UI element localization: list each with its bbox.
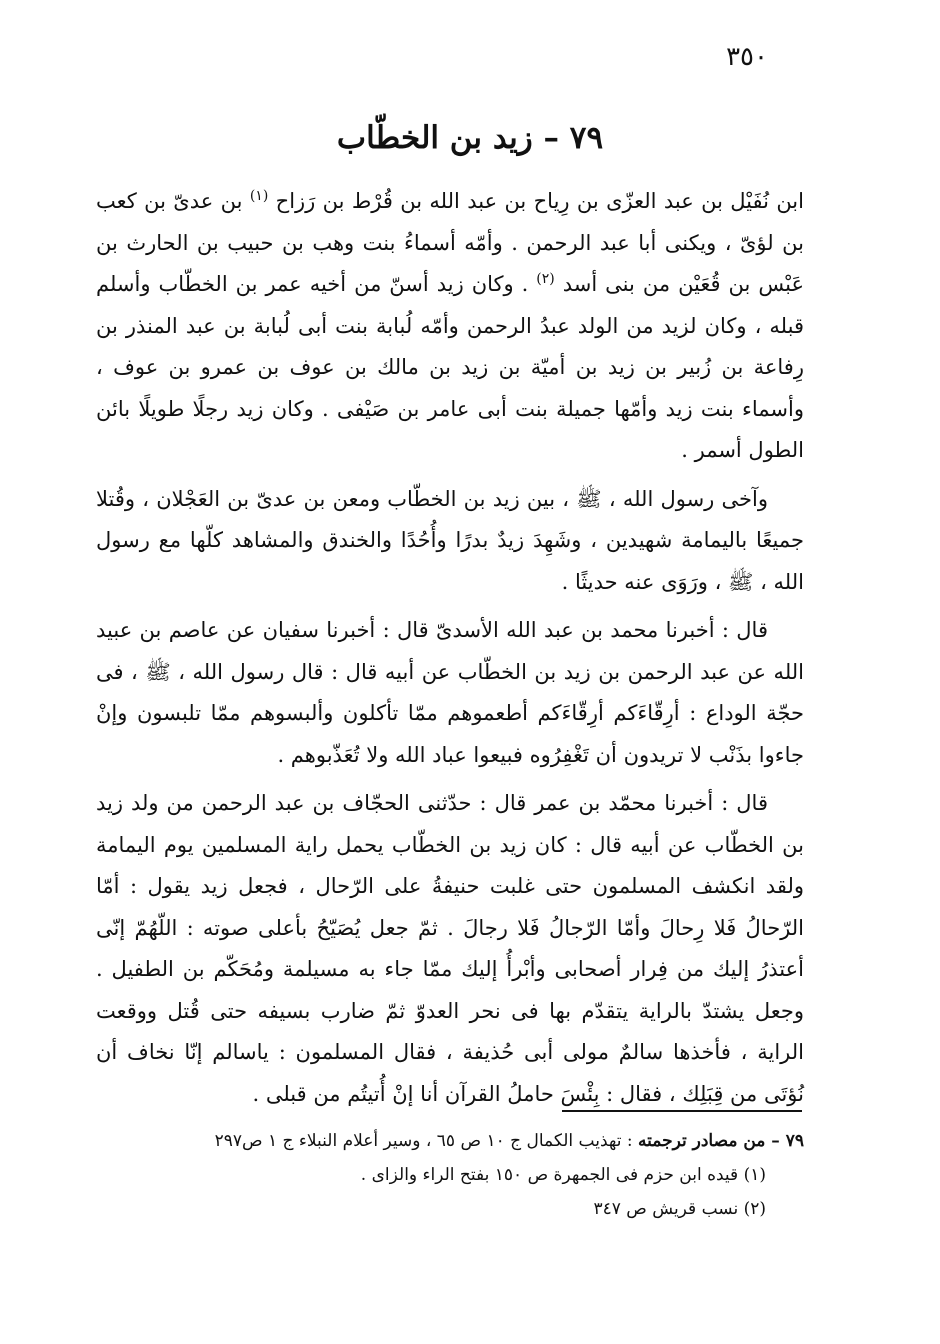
paragraph-text: ابن نُفَيْل بن عبد العزّى بن رِياح بن عبد الله بن قُرْط بن رَزاح — [268, 189, 804, 213]
paragraph-text: . وكان زيد أسنّ من أخيه عمر بن الخطّاب وأسلم قبله ، وكان لزيد من الولد عبدُ الرحمن وأمّه لُبابة بنت أبى لُبابة بن عبد المنذر بن رِفاعة بن زُبير بن زيد بن أميّة بن زيد بن مالك بن عوف بن عمرو بن عوف ، وأسماء بنت زيد وأمّها جميلة بنت أبى عامر بن صَيْفى . وكان زيد رجلًا طويلًا بائن الطول أسمر . — [96, 272, 804, 462]
footnote-sources-label: ٧٩ – من مصادر ترجمته — [638, 1131, 804, 1151]
chapter-heading: ٧٩ – زيد بن الخطّاب — [336, 120, 604, 156]
footnote-1: (١) قيده ابن حزم فى الجمهرة ص ١٥٠ بفتح الراء والزاى . — [360, 1165, 766, 1185]
paragraph-text: بن عدىّ بن كعب بن لؤىّ ، ويكنى أبا عبد الرحمن . وأمّه أسماءُ بنت وهب بن حبيب بن الحارث بن عَبْس بن قُعَيْن من بنى أسد — [96, 189, 804, 296]
footnote-sources-text: : تهذيب الكمال ج ١٠ ص ٦٥ ، وسير أعلام النبلاء ج ١ ص٢٩٧ — [214, 1131, 638, 1151]
page-number: ٣٥٠ — [726, 42, 768, 72]
footnote-marker-1: (١) — [249, 188, 269, 204]
paragraph-brotherhood: وآخى رسول الله ، ﷺ ، بين زيد بن الخطّاب ومعن بن عدىّ بن العَجْلان ، وقُتلا جميعًا باليمامة شهيدين ، وشَهِدَ زيدٌ بدرًا وأُحُدًا والخندق والمشاهد كلّها مع رسول الله ، ﷺ ، ورَوَى عنه حديثًا . — [96, 486, 804, 594]
footnote-marker-2: (٢) — [536, 271, 555, 287]
footnote-sources — [100, 1124, 804, 1158]
footnote-divider — [562, 1110, 802, 1112]
footnotes — [100, 1124, 804, 1226]
footnote-2: (٢) نسب قريش ص ٣٤٧ — [593, 1199, 766, 1219]
paragraph-lineage — [96, 181, 804, 472]
body-text — [96, 181, 804, 1115]
paragraph-hadith: قال : أخبرنا محمد بن عبد الله الأسدىّ قال : أخبرنا سفيان عن عاصم بن عبيد الله عن عبد الرحمن بن زيد بن الخطّاب عن أبيه قال : قال رسول الله ، ﷺ ، فى حجّة الوداع : أرِقّاءَكم أرِقّاءَكم أطعموهم ممّا تأكلون وألبسوهم ممّا تلبسون وإنْ جاءوا بذَنْب لا تريدون أن تَغْفِرُوه فبيعوا عباد الله ولا تُعَذّبوهم . — [96, 618, 804, 767]
paragraph-yamama: قال : أخبرنا محمّد بن عمر قال : حدّثنى الحجّاف بن عبد الرحمن من ولد زيد بن الخطّاب عن أبيه قال : كان زيد بن الخطّاب يحمل راية المسلمين يوم اليمامة ولقد انكشف المسلمون حتى غلبت حنيفةُ على الرّحال ، فجعل زيد يقول : أمّا الرّحالُ فَلا رِحالَ وأمّا الرّجالُ فَلا رجالَ . ثمّ جعل يُصَيّحُ بأعلى صوته : اللّهُمّ إنّى أعتذرُ إليك من فِرار أصحابى وأبْرأُ إليك ممّا جاء به مسيلمة ومُحَكّم بن الطفيل . وجعل يشتدّ بالراية يتقدّم بها فى نحر العدوّ ثمّ ضارب بسيفه حتى قُتل ووقعت الراية ، فأخذها سالمٌ مولى أبى حُذيفة ، فقال المسلمون : ياسالم إنّا نخاف أن نُؤتَى من قِبَلِك ، فقال : بِئْسَ حاملُ القرآن أنا إنْ أُتيتُم من قبلى . — [96, 791, 804, 1106]
